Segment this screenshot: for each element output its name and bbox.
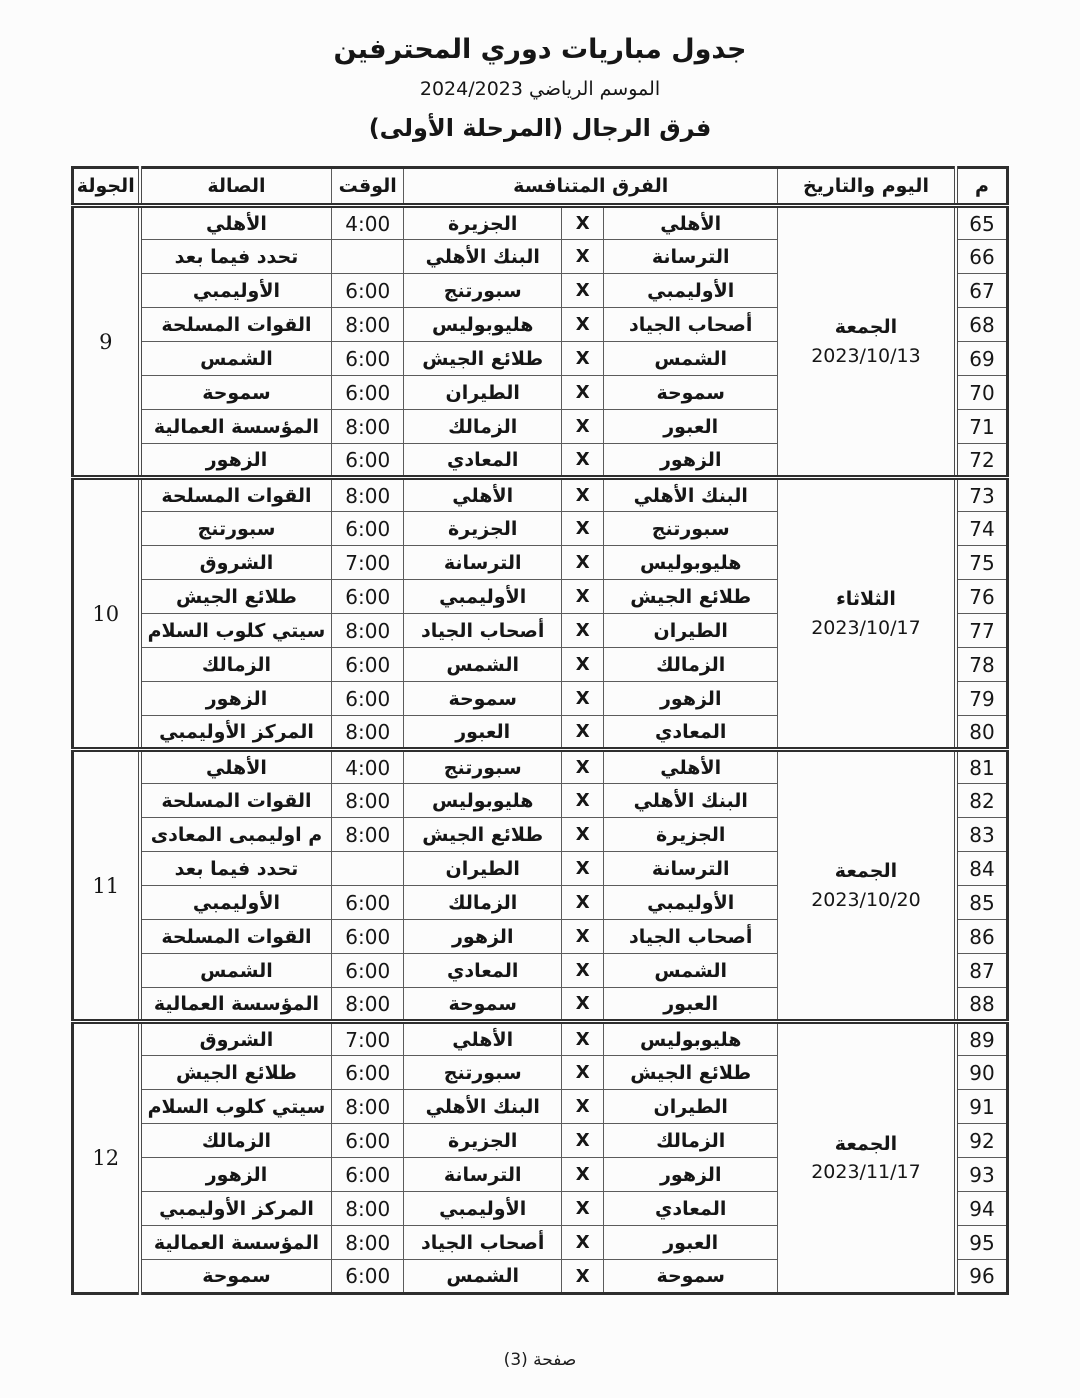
vs-mark: X bbox=[562, 988, 604, 1022]
page-number: صفحة (3) bbox=[503, 1350, 577, 1370]
match-number: 83 bbox=[956, 818, 1008, 852]
match-number: 96 bbox=[956, 1260, 1008, 1294]
header-round: الجولة bbox=[72, 168, 139, 206]
vs-mark: X bbox=[562, 1090, 604, 1124]
second-team: سبورتنج bbox=[404, 750, 562, 784]
vs-mark: X bbox=[562, 1124, 604, 1158]
match-number: 70 bbox=[956, 376, 1008, 410]
second-team: طلائع الجيش bbox=[404, 818, 562, 852]
day-date-cell bbox=[778, 478, 956, 750]
hall-name: المركز الأوليمبي bbox=[140, 1192, 332, 1226]
first-team: الزهور bbox=[604, 682, 778, 716]
second-team: العبور bbox=[404, 716, 562, 750]
match-time: 6:00 bbox=[332, 648, 404, 682]
vs-mark: X bbox=[562, 342, 604, 376]
date-label: 2023/10/17 bbox=[811, 616, 921, 639]
hall-name: الشمس bbox=[140, 342, 332, 376]
hall-name: تحدد فيما بعد bbox=[140, 240, 332, 274]
first-team: البنك الأهلي bbox=[604, 478, 778, 512]
second-team: الشمس bbox=[404, 1260, 562, 1294]
hall-name: سبورتنج bbox=[140, 512, 332, 546]
match-time: 6:00 bbox=[332, 342, 404, 376]
first-team: الأوليمبي bbox=[604, 886, 778, 920]
vs-mark: X bbox=[562, 206, 604, 240]
day-label: الجمعة bbox=[834, 316, 898, 338]
hall-name: الشروق bbox=[140, 546, 332, 580]
second-team: سموحة bbox=[404, 682, 562, 716]
hall-name: الشروق bbox=[140, 1022, 332, 1056]
first-team: طلائع الجيش bbox=[604, 580, 778, 614]
first-team: الزهور bbox=[604, 444, 778, 478]
match-number: 84 bbox=[956, 852, 1008, 886]
second-team: الأهلي bbox=[404, 1022, 562, 1056]
match-time: 8:00 bbox=[332, 614, 404, 648]
hall-name: الزهور bbox=[140, 682, 332, 716]
match-number: 90 bbox=[956, 1056, 1008, 1090]
match-time: 8:00 bbox=[332, 1226, 404, 1260]
first-team: البنك الأهلي bbox=[604, 784, 778, 818]
second-team: الشمس bbox=[404, 648, 562, 682]
header-number: م bbox=[956, 168, 1008, 206]
hall-name: سموحة bbox=[140, 376, 332, 410]
second-team: الترسانة bbox=[404, 1158, 562, 1192]
second-team: هليوبوليس bbox=[404, 308, 562, 342]
match-time: 8:00 bbox=[332, 716, 404, 750]
match-number: 74 bbox=[956, 512, 1008, 546]
first-team: الأهلي bbox=[604, 750, 778, 784]
vs-mark: X bbox=[562, 818, 604, 852]
first-team: المعادي bbox=[604, 716, 778, 750]
hall-name: سيتي كلوب السلام bbox=[140, 614, 332, 648]
match-number: 67 bbox=[956, 274, 1008, 308]
round-number: 10 bbox=[72, 478, 139, 750]
match-number: 81 bbox=[956, 750, 1008, 784]
round-number: 11 bbox=[72, 750, 139, 1022]
vs-mark: X bbox=[562, 750, 604, 784]
match-number: 88 bbox=[956, 988, 1008, 1022]
vs-mark: X bbox=[562, 1260, 604, 1294]
round-number: 9 bbox=[72, 206, 139, 478]
vs-mark: X bbox=[562, 920, 604, 954]
vs-mark: X bbox=[562, 240, 604, 274]
second-team: الترسانة bbox=[404, 546, 562, 580]
match-time: 6:00 bbox=[332, 580, 404, 614]
round-block-11 bbox=[72, 750, 1007, 1022]
vs-mark: X bbox=[562, 1226, 604, 1260]
match-time: 8:00 bbox=[332, 784, 404, 818]
first-team: الجزيرة bbox=[604, 818, 778, 852]
second-team: سبورتنج bbox=[404, 274, 562, 308]
hall-name: المؤسسة العمالية bbox=[140, 410, 332, 444]
second-team: هليوبوليس bbox=[404, 784, 562, 818]
first-team: المعادي bbox=[604, 1192, 778, 1226]
hall-name: الزمالك bbox=[140, 648, 332, 682]
vs-mark: X bbox=[562, 648, 604, 682]
hall-name: طلائع الجيش bbox=[140, 580, 332, 614]
first-team: الشمس bbox=[604, 342, 778, 376]
hall-name: الزهور bbox=[140, 444, 332, 478]
vs-mark: X bbox=[562, 444, 604, 478]
second-team: المعادي bbox=[404, 444, 562, 478]
match-number: 82 bbox=[956, 784, 1008, 818]
stage-subtitle: فرق الرجال (المرحلة الأولى) bbox=[368, 114, 712, 142]
match-time: 6:00 bbox=[332, 1056, 404, 1090]
match-number: 77 bbox=[956, 614, 1008, 648]
hall-name: الشمس bbox=[140, 954, 332, 988]
match-number: 69 bbox=[956, 342, 1008, 376]
vs-mark: X bbox=[562, 716, 604, 750]
first-team: الترسانة bbox=[604, 240, 778, 274]
match-time: 8:00 bbox=[332, 988, 404, 1022]
hall-name: الأوليمبي bbox=[140, 886, 332, 920]
hall-name: تحدد فيما بعد bbox=[140, 852, 332, 886]
first-team: العبور bbox=[604, 410, 778, 444]
first-team: الشمس bbox=[604, 954, 778, 988]
match-row-81 bbox=[72, 750, 1007, 784]
vs-mark: X bbox=[562, 308, 604, 342]
match-time: 4:00 bbox=[332, 206, 404, 240]
first-team: العبور bbox=[604, 1226, 778, 1260]
day-label: الجمعة bbox=[834, 860, 898, 882]
page-title: جدول مباريات دوري المحترفين bbox=[333, 34, 747, 65]
second-team: سموحة bbox=[404, 988, 562, 1022]
first-team: طلائع الجيش bbox=[604, 1056, 778, 1090]
round-block-12 bbox=[72, 1022, 1007, 1294]
second-team: طلائع الجيش bbox=[404, 342, 562, 376]
vs-mark: X bbox=[562, 852, 604, 886]
schedule-table bbox=[71, 166, 1009, 1295]
second-team: سبورتنج bbox=[404, 1056, 562, 1090]
first-team: الأوليمبي bbox=[604, 274, 778, 308]
hall-name: سيتي كلوب السلام bbox=[140, 1090, 332, 1124]
match-time bbox=[332, 852, 404, 886]
hall-name: الأوليمبي bbox=[140, 274, 332, 308]
first-team: هليوبوليس bbox=[604, 1022, 778, 1056]
vs-mark: X bbox=[562, 512, 604, 546]
match-number: 73 bbox=[956, 478, 1008, 512]
second-team: الجزيرة bbox=[404, 206, 562, 240]
match-number: 76 bbox=[956, 580, 1008, 614]
day-label: الجمعة bbox=[834, 1132, 898, 1155]
match-time: 8:00 bbox=[332, 308, 404, 342]
first-team: الترسانة bbox=[604, 852, 778, 886]
first-team: الزمالك bbox=[604, 1124, 778, 1158]
match-number: 71 bbox=[956, 410, 1008, 444]
match-number: 91 bbox=[956, 1090, 1008, 1124]
vs-mark: X bbox=[562, 886, 604, 920]
match-number: 80 bbox=[956, 716, 1008, 750]
vs-mark: X bbox=[562, 546, 604, 580]
first-team: هليوبوليس bbox=[604, 546, 778, 580]
match-time: 4:00 bbox=[332, 750, 404, 784]
header-row bbox=[72, 168, 1007, 206]
day-date-cell bbox=[778, 206, 956, 478]
match-time: 6:00 bbox=[332, 1124, 404, 1158]
match-time: 6:00 bbox=[332, 274, 404, 308]
second-team: الأوليمبي bbox=[404, 1192, 562, 1226]
season-subtitle: الموسم الرياضي 2024/2023 bbox=[419, 78, 661, 100]
vs-mark: X bbox=[562, 682, 604, 716]
match-number: 75 bbox=[956, 546, 1008, 580]
first-team: أصحاب الجياد bbox=[604, 308, 778, 342]
second-team: الجزيرة bbox=[404, 512, 562, 546]
header-day-date: اليوم والتاريخ bbox=[778, 168, 956, 206]
second-team: الأهلي bbox=[404, 478, 562, 512]
match-number: 94 bbox=[956, 1192, 1008, 1226]
second-team: أصحاب الجياد bbox=[404, 614, 562, 648]
hall-name: م اوليمبى المعادى bbox=[140, 818, 332, 852]
match-number: 85 bbox=[956, 886, 1008, 920]
date-label: 2023/10/20 bbox=[811, 888, 921, 911]
hall-name: المؤسسة العمالية bbox=[140, 1226, 332, 1260]
second-team: الطيران bbox=[404, 852, 562, 886]
hall-name: طلائع الجيش bbox=[140, 1056, 332, 1090]
second-team: الزمالك bbox=[404, 410, 562, 444]
match-time bbox=[332, 240, 404, 274]
match-time: 7:00 bbox=[332, 546, 404, 580]
hall-name: القوات المسلحة bbox=[140, 784, 332, 818]
match-number: 72 bbox=[956, 444, 1008, 478]
first-team: أصحاب الجياد bbox=[604, 920, 778, 954]
match-time: 6:00 bbox=[332, 512, 404, 546]
second-team: البنك الأهلي bbox=[404, 240, 562, 274]
match-number: 86 bbox=[956, 920, 1008, 954]
second-team: الطيران bbox=[404, 376, 562, 410]
vs-mark: X bbox=[562, 274, 604, 308]
second-team: الزهور bbox=[404, 920, 562, 954]
second-team: الزمالك bbox=[404, 886, 562, 920]
match-number: 89 bbox=[956, 1022, 1008, 1056]
match-time: 8:00 bbox=[332, 818, 404, 852]
match-number: 65 bbox=[956, 206, 1008, 240]
vs-mark: X bbox=[562, 1192, 604, 1226]
second-team: الجزيرة bbox=[404, 1124, 562, 1158]
second-team: الأوليمبي bbox=[404, 580, 562, 614]
vs-mark: X bbox=[562, 614, 604, 648]
match-time: 6:00 bbox=[332, 444, 404, 478]
date-label: 2023/10/13 bbox=[811, 344, 921, 367]
vs-mark: X bbox=[562, 376, 604, 410]
first-team: الزهور bbox=[604, 1158, 778, 1192]
hall-name: الأهلي bbox=[140, 206, 332, 240]
vs-mark: X bbox=[562, 954, 604, 988]
hall-name: القوات المسلحة bbox=[140, 920, 332, 954]
second-team: أصحاب الجياد bbox=[404, 1226, 562, 1260]
match-number: 93 bbox=[956, 1158, 1008, 1192]
hall-name: الأهلي bbox=[140, 750, 332, 784]
match-number: 87 bbox=[956, 954, 1008, 988]
hall-name: المركز الأوليمبي bbox=[140, 716, 332, 750]
vs-mark: X bbox=[562, 410, 604, 444]
round-block-10 bbox=[72, 478, 1007, 750]
vs-mark: X bbox=[562, 1056, 604, 1090]
first-team: سموحة bbox=[604, 376, 778, 410]
match-number: 66 bbox=[956, 240, 1008, 274]
match-time: 8:00 bbox=[332, 478, 404, 512]
hall-name: الزهور bbox=[140, 1158, 332, 1192]
match-time: 7:00 bbox=[332, 1022, 404, 1056]
match-time: 6:00 bbox=[332, 1260, 404, 1294]
first-team: سموحة bbox=[604, 1260, 778, 1294]
second-team: البنك الأهلي bbox=[404, 1090, 562, 1124]
vs-mark: X bbox=[562, 1022, 604, 1056]
header-teams: الفرق المتنافسة bbox=[404, 168, 778, 206]
header-hall: الصالة bbox=[140, 168, 332, 206]
match-number: 68 bbox=[956, 308, 1008, 342]
match-number: 95 bbox=[956, 1226, 1008, 1260]
first-team: العبور bbox=[604, 988, 778, 1022]
day-label: الثلاثاء bbox=[836, 588, 896, 610]
hall-name: القوات المسلحة bbox=[140, 308, 332, 342]
match-time: 6:00 bbox=[332, 954, 404, 988]
hall-name: سموحة bbox=[140, 1260, 332, 1294]
first-team: الأهلي bbox=[604, 206, 778, 240]
vs-mark: X bbox=[562, 580, 604, 614]
first-team: الزمالك bbox=[604, 648, 778, 682]
date-label: 2023/11/17 bbox=[811, 1161, 921, 1183]
match-time: 6:00 bbox=[332, 886, 404, 920]
day-date-cell bbox=[778, 1022, 956, 1294]
match-time: 6:00 bbox=[332, 920, 404, 954]
round-block-9 bbox=[72, 206, 1007, 478]
match-row-89 bbox=[72, 1022, 1007, 1056]
day-date-cell bbox=[778, 750, 956, 1022]
match-time: 8:00 bbox=[332, 1192, 404, 1226]
match-time: 6:00 bbox=[332, 682, 404, 716]
header-time: الوقت bbox=[332, 168, 404, 206]
round-number: 12 bbox=[72, 1022, 139, 1294]
match-row-65 bbox=[72, 206, 1007, 240]
match-number: 79 bbox=[956, 682, 1008, 716]
match-time: 6:00 bbox=[332, 1158, 404, 1192]
hall-name: المؤسسة العمالية bbox=[140, 988, 332, 1022]
second-team: المعادي bbox=[404, 954, 562, 988]
vs-mark: X bbox=[562, 784, 604, 818]
match-row-73 bbox=[72, 478, 1007, 512]
match-time: 8:00 bbox=[332, 410, 404, 444]
match-number: 92 bbox=[956, 1124, 1008, 1158]
first-team: سبورتنج bbox=[604, 512, 778, 546]
hall-name: الزمالك bbox=[140, 1124, 332, 1158]
match-time: 8:00 bbox=[332, 1090, 404, 1124]
hall-name: القوات المسلحة bbox=[140, 478, 332, 512]
vs-mark: X bbox=[562, 478, 604, 512]
vs-mark: X bbox=[562, 1158, 604, 1192]
match-time: 6:00 bbox=[332, 376, 404, 410]
first-team: الطيران bbox=[604, 1090, 778, 1124]
match-number: 78 bbox=[956, 648, 1008, 682]
first-team: الطيران bbox=[604, 614, 778, 648]
